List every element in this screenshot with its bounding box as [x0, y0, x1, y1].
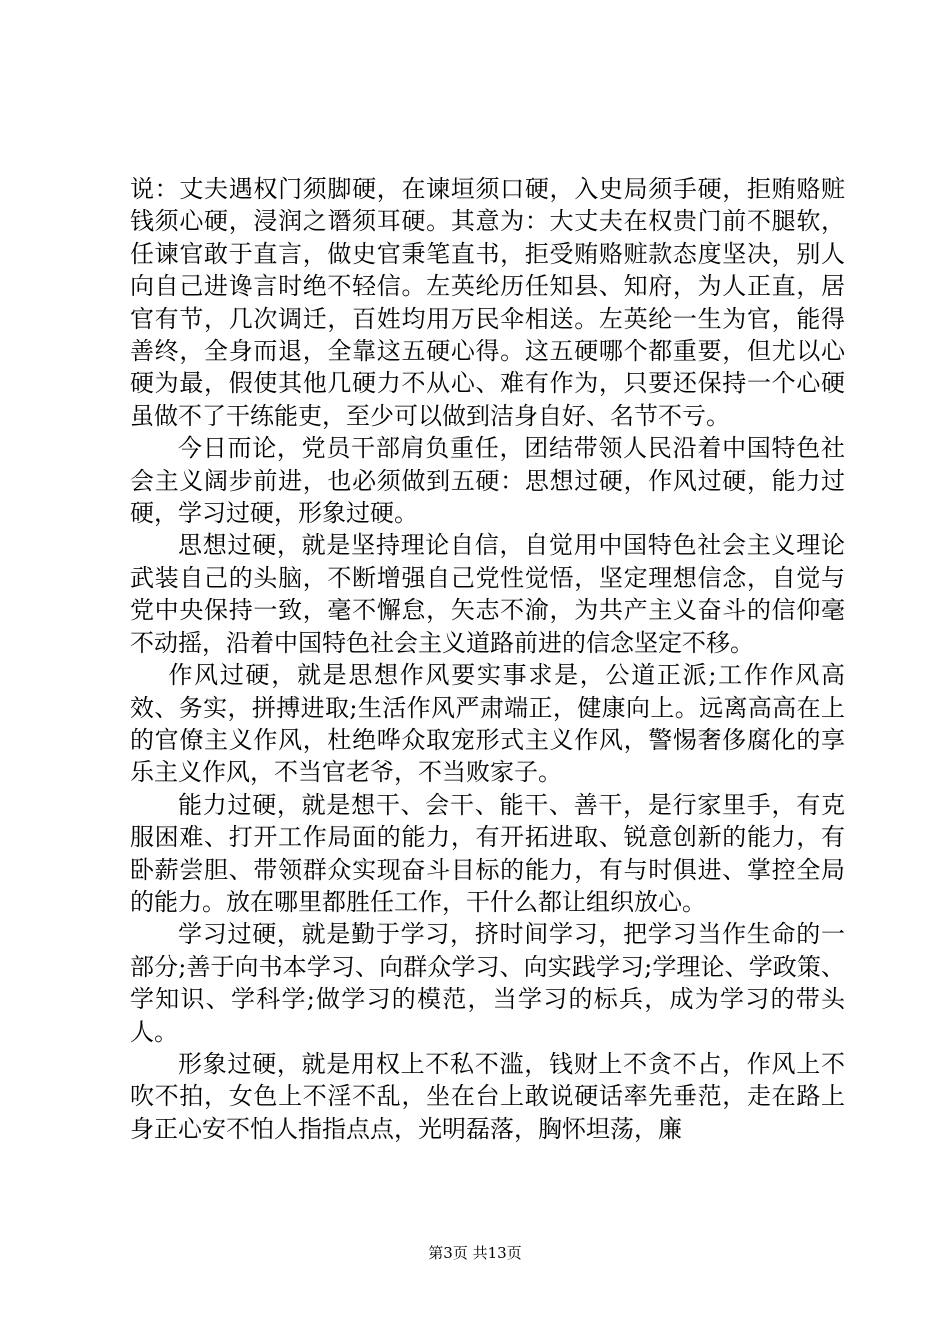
paragraph-image: 形象过硬，就是用权上不私不滥，钱财上不贪不占，作风上不吹不拍，女色上不淫不乱，坐在台上敢说硬话率先垂范，走在路上身正心安不怕人指指点点，光明磊落，胸怀坦荡，廉	[130, 1049, 845, 1143]
paragraph-style: 作风过硬，就是思想作风要实事求是，公道正派;工作作风高效、务实，拼搏进取;生活作风严肃端正，健康向上。远离高高在上的官僚主义作风，杜绝哗众取宠形式主义作风，警惕奢侈腐化的享乐主义作风，不当官老爷，不当败家子。	[130, 661, 845, 787]
document-body	[130, 173, 845, 1145]
page-number-label: 第3页 共13页	[428, 1244, 522, 1262]
page-footer	[0, 1243, 950, 1263]
paragraph-five-hards-intro: 今日而论，党员干部肩负重任，团结带领人民沿着中国特色社会主义阔步前进，也必须做到五硬：思想过硬，作风过硬，能力过硬，学习过硬，形象过硬。	[130, 434, 845, 528]
paragraph-continuation: 说：丈夫遇权门须脚硬，在谏垣须口硬，入史局须手硬，拒贿赂赃钱须心硬，浸润之谮须耳硬。其意为：大丈夫在权贵门前不腿软，任谏官敢于直言，做史官秉笔直书，拒受贿赂赃款态度坚决，别人向自己进谗言时绝不轻信。左英纶历任知县、知府，为人正直，居官有节，几次调迁，百姓均用万民伞相送。左英纶一生为官，能得善终，全身而退，全靠这五硬心得。这五硬哪个都重要，但尤以心硬为最，假使其他几硬力不从心、难有作为，只要还保持一个心硬虽做不了干练能吏，至少可以做到洁身自好、名节不亏。	[130, 175, 845, 430]
paragraph-ability: 能力过硬，就是想干、会干、能干、善干，是行家里手，有克服困难、打开工作局面的能力，有开拓进取、锐意创新的能力，有卧薪尝胆、带领群众实现奋斗目标的能力，有与时俱进、掌控全局的能力。放在哪里都胜任工作，干什么都让组织放心。	[130, 790, 845, 916]
paragraph-learning: 学习过硬，就是勤于学习，挤时间学习，把学习当作生命的一部分;善于向书本学习、向群众学习、向实践学习;学理论、学政策、学知识、学科学;做学习的模范，当学习的标兵，成为学习的带头人。	[130, 920, 845, 1046]
paragraph-thought: 思想过硬，就是坚持理论自信，自觉用中国特色社会主义理论武装自己的头脑，不断增强自己党性觉悟，坚定理想信念，自觉与党中央保持一致，毫不懈怠，矢志不渝，为共产主义奋斗的信仰毫不动摇，沿着中国特色社会主义道路前进的信念坚定不移。	[130, 531, 845, 657]
